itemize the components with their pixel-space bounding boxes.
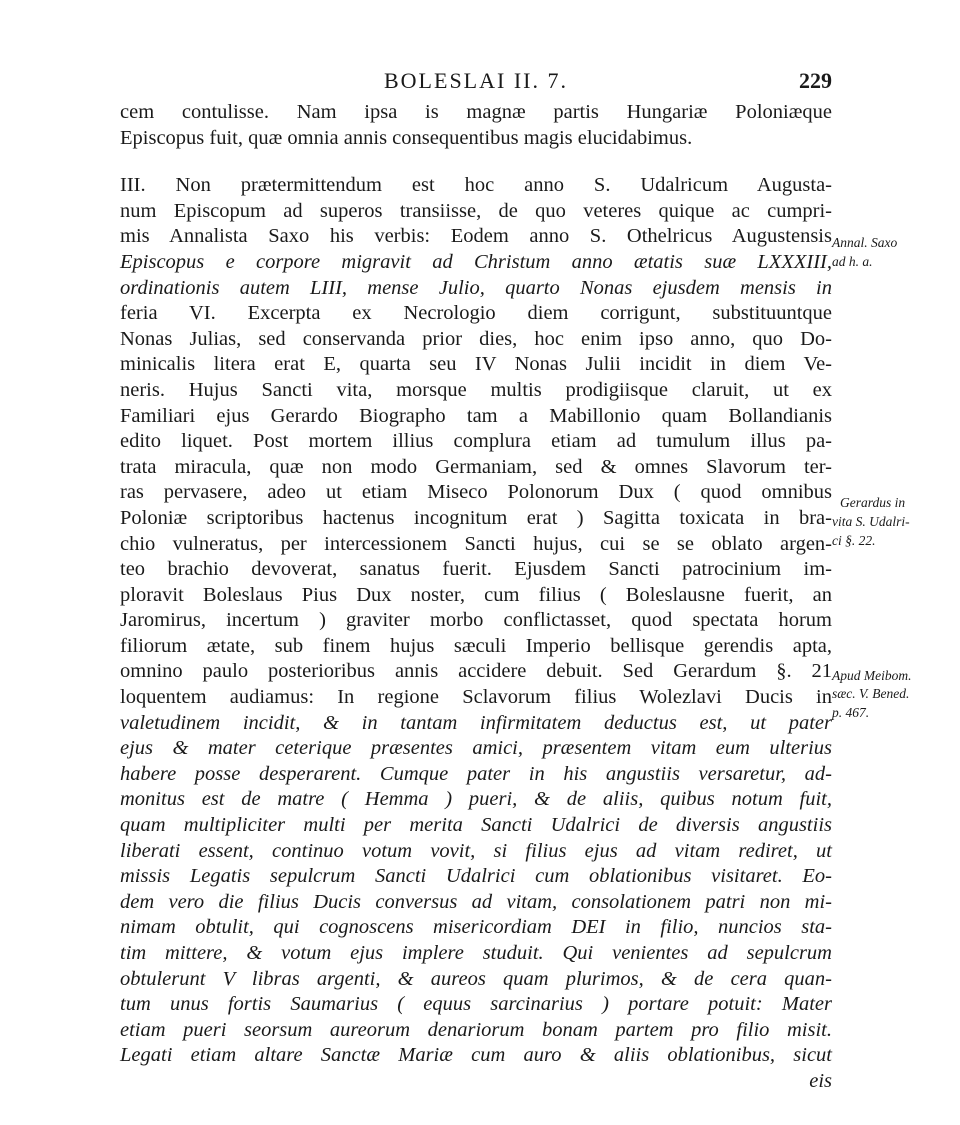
text-line: minicalis litera erat E, quarta seu IV Nonas Julii incidit in diem Ve- [120,353,832,376]
text-line: habere posse desperarent. Cumque pater in his angustiis versaretur, ad- [120,762,832,785]
margin-note: vita S. Udalri- [832,514,910,529]
margin-note: sæc. V. Bened. [832,686,910,701]
text-line: quam multipliciter multi per merita Sancti Udalrici de diversis angustiis [120,814,832,837]
text-line: Jaromirus, incertum ) graviter morbo conflictasset, quod spectata horum [120,609,832,632]
text-line: liberati essent, continuo votum vovit, si filius ejus ad vitam rediret, ut [120,839,832,862]
text-line: num Episcopum ad superos transiisse, de quo veteres quique ac cumpri- [120,199,832,222]
body-text [120,100,832,1095]
text-line: neris. Hujus Sancti vita, morsque multis prodigiisque claruit, ut ex [120,378,832,401]
text-line: cem contulisse. Nam ipsa is magnæ partis Hungariæ Poloniæque [120,101,832,123]
text-line: ordinationis autem LIII, mense Julio, quarto Nonas ejusdem mensis in [120,276,832,299]
text-line: omnino paulo posterioribus annis accidere debuit. Sed Gerardum §. 21 [120,660,832,683]
text-line: obtulerunt V libras argenti, & aureos quam plurimos, & de cera quan- [120,967,832,990]
margin-note: ad h. a. [832,254,873,269]
text-line: ras pervasere, adeo ut etiam Miseco Polonorum Dux ( quod omnibus [120,481,832,504]
catchword: eis [809,1069,832,1092]
text-line: Episcopus fuit, quæ omnia annis consequentibus magis elucidabimus. [120,126,693,149]
text-line: ejus & mater ceterique præsentes amici, præsentem vitam eum ulterius [120,737,832,760]
text-line: valetudinem incidit, & in tantam infirmitatem deductus est, ut pater [120,711,832,734]
page-number: 229 [799,68,832,93]
text-line: Poloniæ scriptoribus hactenus incognitum erat ) Sagitta toxicata in bra- [120,506,832,529]
page-header [120,68,832,98]
margin-note: Gerardus in [840,495,906,510]
text-line: dem vero die filius Ducis conversus ad vitam, consolationem patri non mi- [120,890,832,913]
text-line: etiam pueri seorsum aureorum denariorum bonam partem pro filio misit. [120,1018,832,1041]
margin-note: ci §. 22. [832,533,876,548]
text-line: teo brachio devoverat, sanatus fuerit. Ejusdem Sancti patrocinium im- [120,558,832,581]
text-line: Familiari ejus Gerardo Biographo tam a Mabillonio quam Bollandianis [120,404,832,427]
margin-note: Apud Meibom. [832,668,912,683]
text-line: Legati etiam altare Sanctæ Mariæ cum auro & aliis oblationibus, sicut [120,1044,832,1067]
text-line: filiorum ætate, sub finem hujus sæculi Imperio bellisque gerendis apta, [120,634,832,657]
margin-note: p. 467. [832,705,870,720]
text-line: edito liquet. Post mortem illius complura etiam ad tumulum illus pa- [120,430,832,453]
margin-note: Annal. Saxo [832,235,898,250]
text-line: feria VI. Excerpta ex Necrologio diem corrigunt, substituuntque [120,302,832,325]
running-title: BOLESLAI II. 7. [384,68,568,93]
text-line: III. Non prætermittendum est hoc anno S. Udalricum Augusta- [120,174,832,197]
text-line: missis Legatis sepulcrum Sancti Udalrici cum oblationibus visitaret. Eo- [120,865,832,888]
text-line: trata miracula, quæ non modo Germaniam, sed & omnes Slavorum ter- [120,455,832,478]
text-line: loquentem audiamus: In regione Sclavorum filius Wolezlavi Ducis in [120,686,832,709]
text-line: Nonas Julias, sed conservanda prior dies, hoc enim ipso anno, quo Do- [120,327,832,350]
text-line: chio vulneratus, per intercessionem Sancti hujus, cui se se oblato argen- [120,532,832,555]
text-line: mis Annalista Saxo his verbis: Eodem anno S. Othelricus Augustensis [120,225,832,248]
text-line: tum unus fortis Saumarius ( equus sarcinarius ) portare potuit: Mater [120,993,832,1016]
text-line: tim mittere, & votum ejus implere studuit. Qui venientes ad sepulcrum [120,942,832,964]
text-line: Episcopus e corpore migravit ad Christum anno ætatis suæ LXXXIII, [120,250,832,273]
text-line: nimam obtulit, qui cognoscens misericordiam DEI in filio, nuncios sta- [120,916,832,939]
text-line: ploravit Boleslaus Pius Dux noster, cum filius ( Boleslausne fuerit, an [120,583,832,606]
text-line: monitus est de matre ( Hemma ) pueri, & de aliis, quibus notum fuit, [120,788,832,811]
